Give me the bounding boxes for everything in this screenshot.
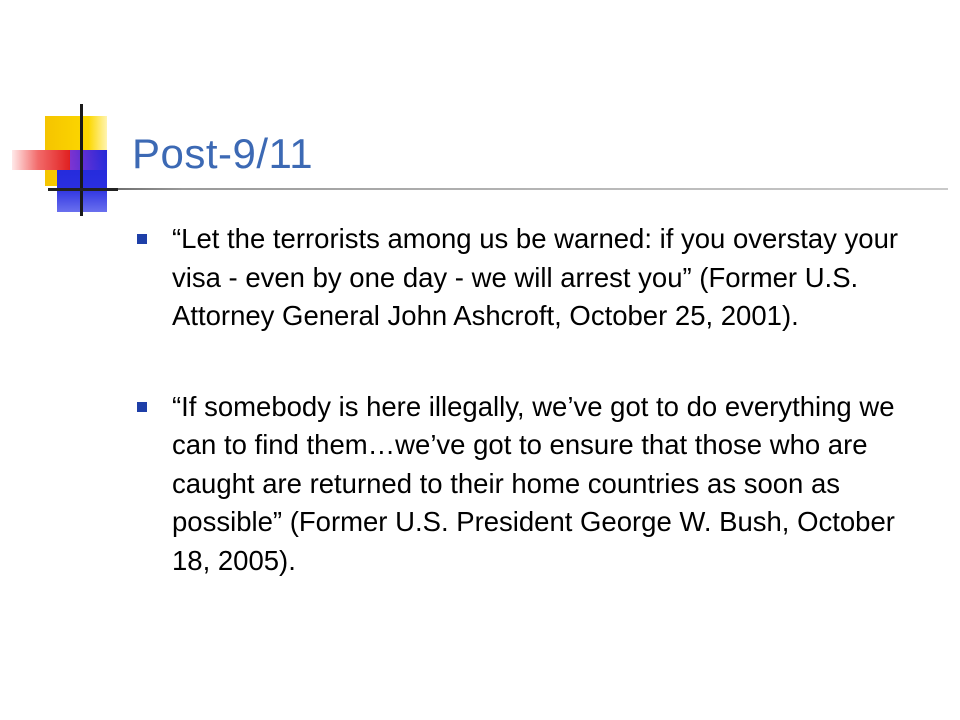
bullet-text: “If somebody is here illegally, we’ve got to do everything we can to find them…we’ve got to ensure that those who are caught are returned to their home countries as soon as possible” (Former U.S. President George W. Bush, October 18, 2005). [172,390,895,576]
bullet-item [133,220,933,336]
title-underline-accent [48,188,118,191]
slide-body [133,220,933,632]
logo-vertical-line [80,104,83,216]
bullet-item [133,388,933,581]
square-bullet-icon [137,234,147,244]
logo-red-bar [12,150,70,170]
slide-title: Post-9/11 [132,130,314,177]
title-underline [48,188,948,190]
logo-red-bar-fade [70,150,110,170]
square-bullet-icon [137,402,147,412]
bullet-text: “Let the terrorists among us be warned: if you overstay your visa - even by one day - we will arrest you” (Former U.S. Attorney General John Ashcroft, October 25, 2001). [172,223,899,331]
